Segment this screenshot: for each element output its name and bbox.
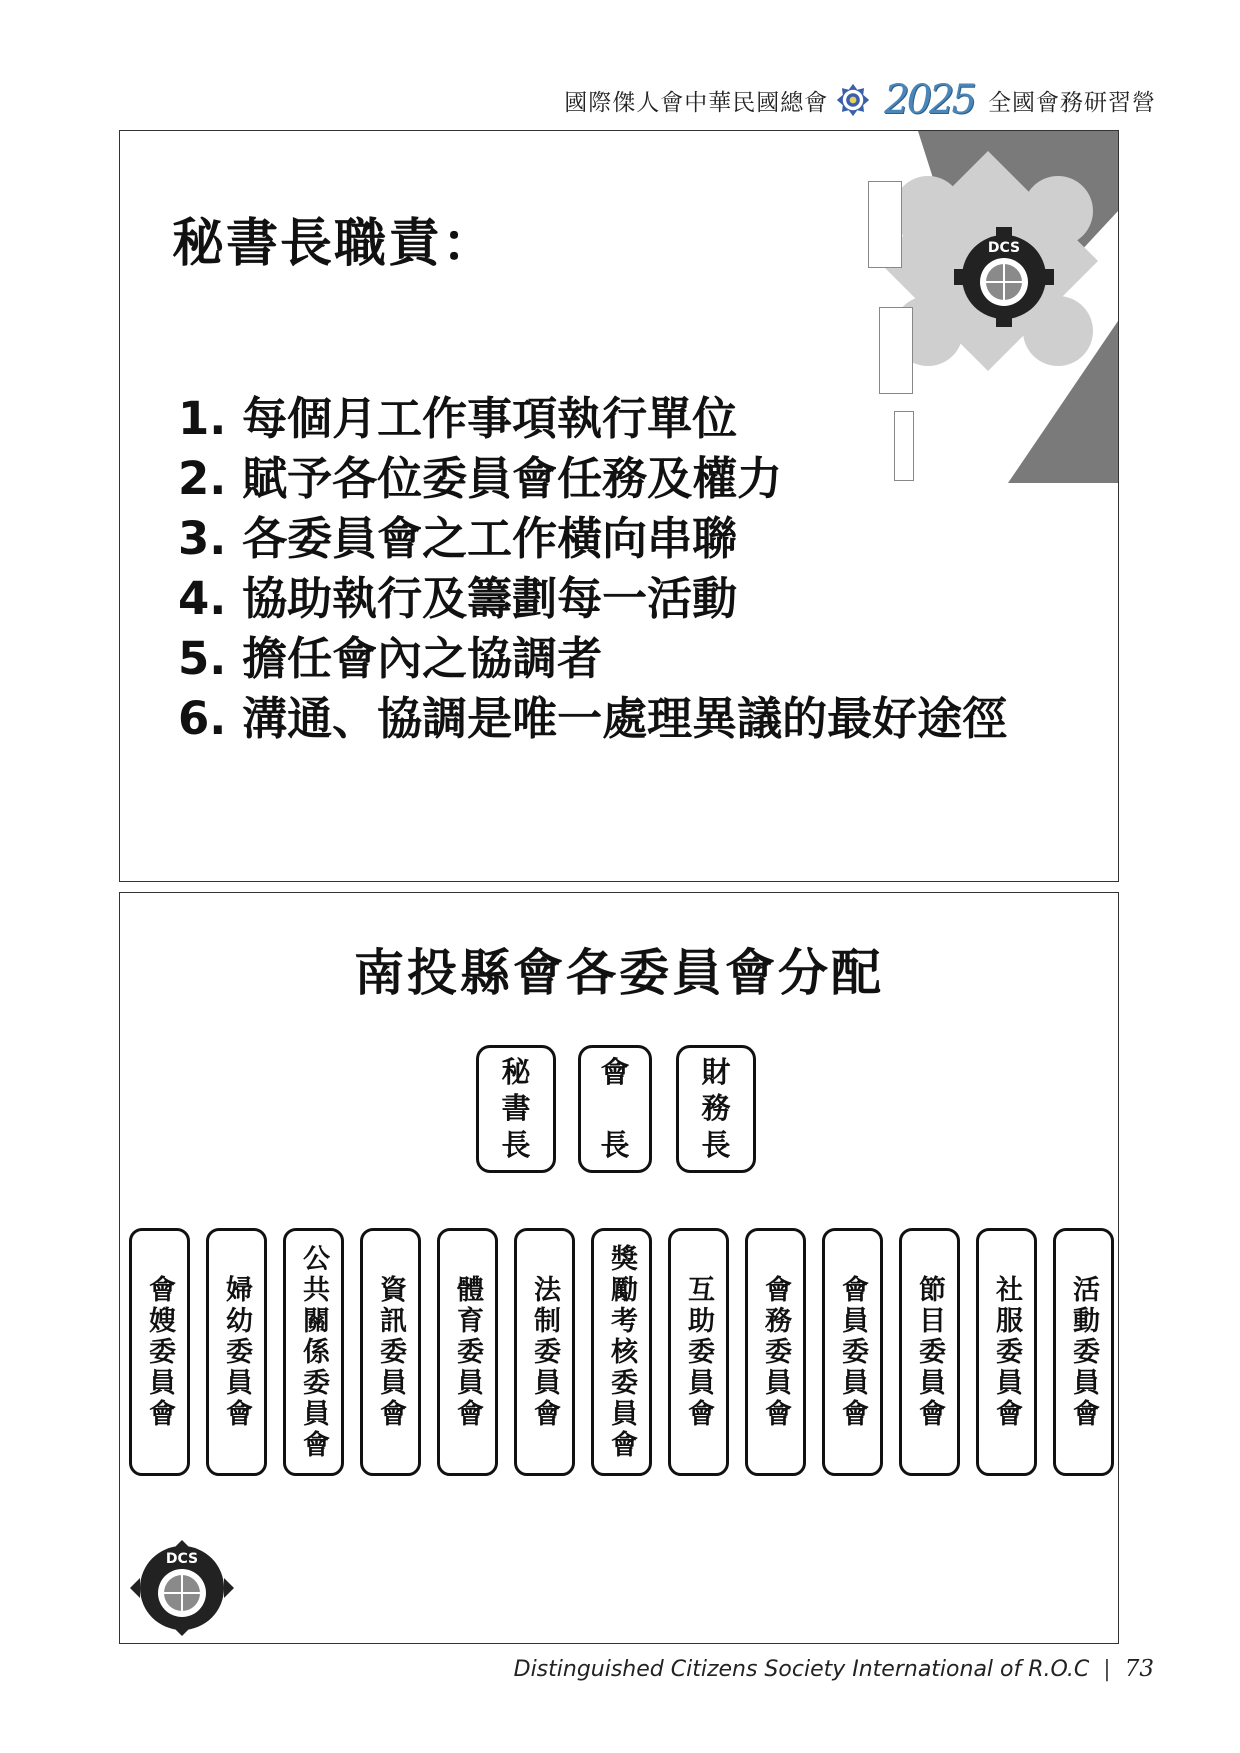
committee-label: 法制委員會 [529,1274,560,1430]
committee-box [976,1228,1037,1476]
committee-label: 互助委員會 [683,1274,714,1430]
committee-box [283,1228,344,1476]
committee-label: 會員委員會 [837,1274,868,1430]
list-item: 5. 擔任會內之協調者 [178,632,603,685]
logo-text: DCS [165,1551,199,1567]
list-item: 2. 賦予各位委員會任務及權力 [178,452,783,505]
event-name: 全國會務研習營 [988,89,1156,116]
slide-committee-allocation [119,892,1119,1644]
officer-char: 長 [600,1127,630,1162]
officer-char: 長 [501,1127,531,1162]
committee-label: 公共關係委員會 [298,1243,329,1461]
society-name: Distinguished Citizens Society International of R.O.C [513,1656,1090,1682]
dcs-badge-icon [836,83,870,117]
committee-box [437,1228,498,1476]
committee-label: 會務委員會 [760,1274,791,1430]
slide-secretary-duties [119,130,1119,882]
officer-char: 長 [701,1127,731,1162]
officer-char: 會 [600,1055,630,1089]
list-item: 3. 各委員會之工作橫向串聯 [178,512,738,565]
committee-box [899,1228,960,1476]
page-number: 73 [1124,1656,1154,1682]
deco-frame [879,307,913,394]
committee-label: 婦幼委員會 [221,1274,252,1430]
committee-label: 社服委員會 [991,1274,1022,1430]
page-footer [514,1656,1154,1682]
committee-box [1053,1228,1114,1476]
committee-label: 節目委員會 [914,1274,945,1430]
list-item: 6. 溝通、協調是唯一處理異議的最好途徑 [178,692,1008,745]
committee-box [668,1228,729,1476]
officer-box [578,1045,652,1173]
officer-char: 秘 [501,1055,531,1089]
committee-label: 資訊委員會 [375,1274,406,1430]
officer-char: 書 [501,1091,531,1126]
officer-box [476,1045,556,1173]
committee-label: 會嫂委員會 [144,1274,175,1430]
committee-box [822,1228,883,1476]
slide-title: 秘書長職責： [172,214,497,274]
list-item: 4. 協助執行及籌劃每一活動 [178,572,738,625]
officer-box [676,1045,756,1173]
slide-title: 南投縣會各委員會分配 [354,944,884,1002]
committee-label: 活動委員會 [1068,1274,1099,1430]
deco-frame [868,181,902,268]
committee-box [591,1228,652,1476]
committee-label: 體育委員會 [452,1274,483,1430]
org-name: 國際傑人會中華民國總會 [564,89,829,116]
dcs-logo-icon [126,1538,238,1638]
event-year: 2025 [884,77,974,123]
officer-row [120,1045,1120,1175]
committee-box [514,1228,575,1476]
footer-separator: | [1103,1656,1111,1682]
logo-text: DCS [987,240,1021,256]
committee-box [129,1228,190,1476]
committee-box [360,1228,421,1476]
duties-list [178,389,1007,749]
officer-char: 務 [701,1091,731,1126]
dcs-logo-icon [954,227,1054,327]
committee-box [745,1228,806,1476]
committee-box [206,1228,267,1476]
officer-char: 財 [701,1055,731,1089]
committee-label: 獎勵考核委員會 [606,1243,637,1461]
page-header [564,78,1156,122]
list-item: 1. 每個月工作事項執行單位 [178,392,738,445]
committee-row [120,1228,1120,1478]
